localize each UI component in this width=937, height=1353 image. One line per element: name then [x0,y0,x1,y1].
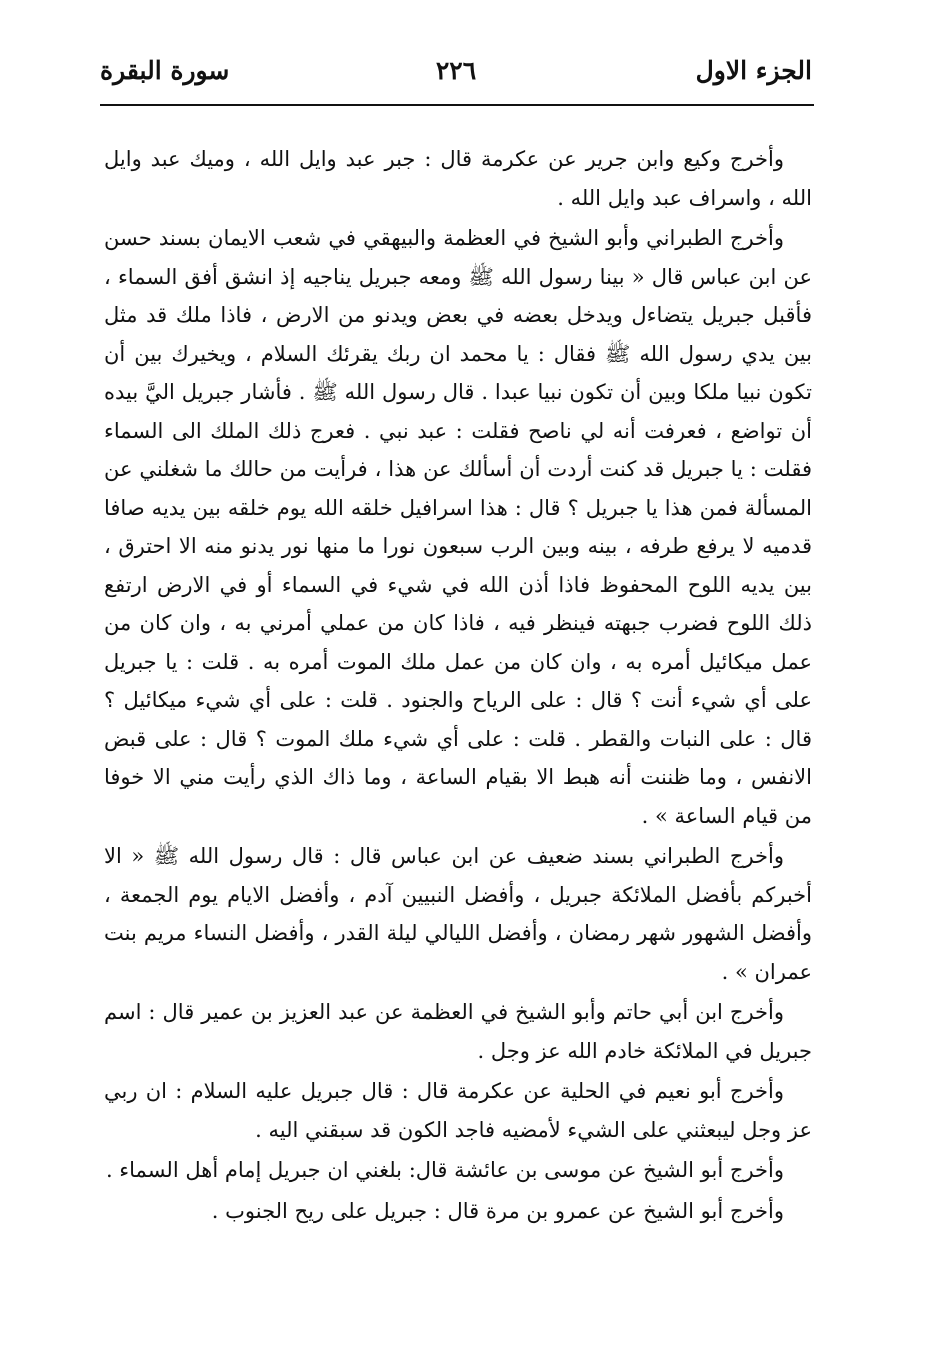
paragraph: وأخرج أبو الشيخ عن عمرو بن مرة قال : جبريل على ريح الجنوب . [211,1198,784,1223]
paragraph: وأخرج الطبراني بسند ضعيف عن ابن عباس قال : قال رسول الله ﷺ « الا أخبركم بأفضل الملائكة جبريل ، وأفضل النبيين آدم ، وأفضل الايام يوم الجمعة ، وأفضل الشهور شهر رمضان ، وأفضل الليالي ليلة القدر ، وأفضل النساء مريم بنت عمران » . [104,844,812,984]
paragraph: وأخرج الطبراني وأبو الشيخ في العظمة والبيهقي في شعب الايمان بسند حسن عن ابن عباس قال « بينا رسول الله ﷺ ومعه جبريل يناجيه إذ انشق أفق السماء ، فأقبل جبريل يتضاءل ويدخل بعضه في بعض ويدنو من الارض ، فاذا ملك قد مثل بين يدي رسول الله ﷺ فقال : يا محمد ان ربك يقرئك السلام ، ويخيرك بين أن تكون نبيا ملكا وبين أن تكون نبيا عبدا . قال رسول الله ﷺ . فأشار جبريل اليَّ بيده أن تواضع ، فعرفت أنه لي ناصح فقلت : عبد نبي . فعرج ذلك الملك الى السماء فقلت : يا جبريل قد كنت أردت أن أسألك عن هذا ، فرأيت من حالك ما شغلني عن المسألة فمن هذا يا جبريل ؟ قال : هذا اسرافيل خلقه الله يوم خلقه بين يديه صافا قدميه لا يرفع طرفه ، بينه وبين الرب سبعون نورا ما منها نور يدنو منه الا احترق ، بين يديه اللوح المحفوظ فاذا أذن الله في شيء في السماء أو في الارض ارتفع ذلك اللوح فضرب جبهته فينظر فيه ، فاذا كان من عملي أمرني به ، وان كان من عمل ميكائيل أمره به ، وان كان من عمل ملك الموت أمره به . قلت : يا جبريل على أي شيء أنت ؟ قال : على الرياح والجنود . قلت : على أي شيء ميكائيل ؟ قال : على النبات والقطر . قلت : على أي شيء ملك الموت ؟ قال : على قبض الانفس ، وما ظننت أنه هبط الا بقيام الساعة ، وما ذاك الذي رأيت مني الا خوفا من قيام الساعة » . [104,226,812,828]
page-body [104,140,812,1232]
paragraph: وأخرج أبو نعيم في الحلية عن عكرمة قال : قال جبريل عليه السلام : ان ربي عز وجل ليبعثني على الشيء لأمضيه فاجد الكون قد سبقني اليه . [104,1079,812,1142]
paragraph: وأخرج أبو الشيخ عن موسى بن عائشة قال: بلغني ان جبريل إمام أهل السماء . [105,1158,784,1182]
page-header [100,56,812,100]
header-rule [100,104,814,106]
paragraph: وأخرج ابن أبي حاتم وأبو الشيخ في العظمة عن عبد العزيز بن عمير قال : اسم جبريل في الملائكة خادم الله عز وجل . [104,1000,812,1063]
page-number: ٢٢٦ [435,56,477,85]
part-title: الجزء الاول [695,56,812,85]
paragraph: وأخرج وكيع وابن جرير عن عكرمة قال : جبر عبد وايل الله ، وميك عبد وايل الله ، واسراف عبد وايل الله . [104,147,812,210]
surah-title: سورة البقرة [100,56,230,85]
